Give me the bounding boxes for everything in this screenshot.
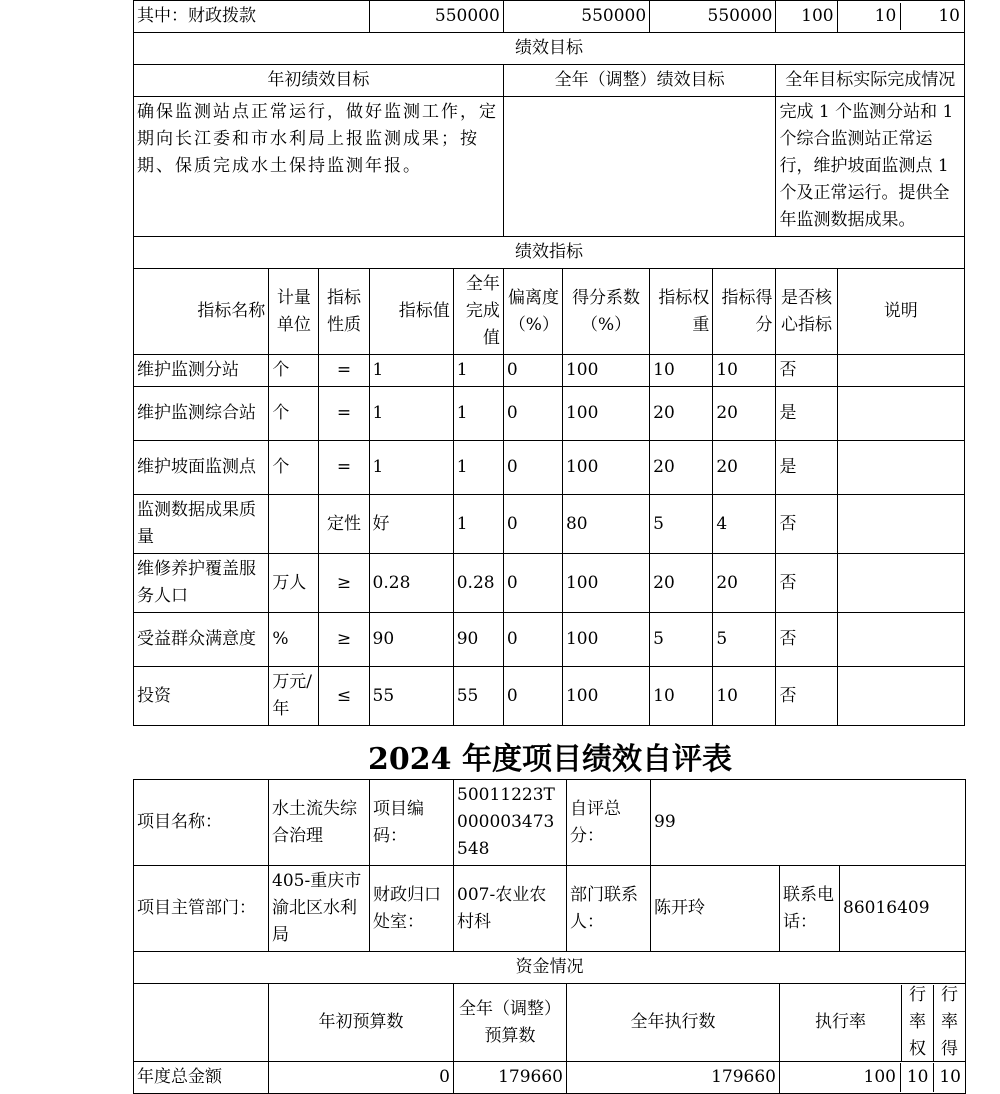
funding-weight-score — [837, 1, 964, 33]
ind-score: 20 — [713, 387, 776, 441]
ind-name: 维护监测分站 — [134, 355, 269, 387]
ind-unit — [269, 495, 319, 554]
ind-note — [837, 554, 964, 613]
dept-label: 项目主管部门： — [134, 866, 269, 952]
ind-coef: 100 — [562, 667, 649, 726]
self-eval-label: 自评总分： — [567, 780, 651, 866]
ind-name: 监测数据成果质量 — [134, 495, 269, 554]
performance-table-2 — [133, 779, 966, 1094]
ind-note — [837, 667, 964, 726]
fund-col-adjusted: 全年（调整）预算数 — [454, 984, 567, 1062]
col-score: 指标得分 — [713, 269, 776, 355]
ind-score: 10 — [713, 667, 776, 726]
total-score: 10 — [939, 1067, 961, 1087]
finance-office: 007-农业农村科 — [454, 866, 567, 952]
ind-deviation: 0 — [503, 554, 562, 613]
col-nature: 指标性质 — [319, 269, 369, 355]
ind-value: 90 — [369, 613, 453, 667]
perf-goal-header: 绩效目标 — [134, 33, 965, 65]
finance-office-label: 财政归口处室： — [370, 866, 454, 952]
ind-coef: 100 — [562, 554, 649, 613]
ind-core: 是 — [776, 441, 837, 495]
goal-col-initial: 年初绩效目标 — [134, 65, 504, 97]
ind-score: 5 — [713, 613, 776, 667]
ind-coef: 100 — [562, 387, 649, 441]
col-done: 全年完成值 — [453, 269, 503, 355]
ind-deviation: 0 — [503, 355, 562, 387]
ind-value: 1 — [369, 387, 453, 441]
ind-coef: 100 — [562, 355, 649, 387]
col-core: 是否核心指标 — [776, 269, 837, 355]
goal-col-adjusted: 全年（调整）绩效目标 — [503, 65, 776, 97]
project-code: 50011223T000003473548 — [454, 780, 567, 866]
ind-weight: 5 — [650, 613, 713, 667]
dept: 405-重庆市渝北区水利局 — [269, 866, 370, 952]
ind-name: 维护监测综合站 — [134, 387, 269, 441]
ind-nature: ≥ — [319, 554, 369, 613]
ind-core: 否 — [776, 613, 837, 667]
ind-done: 1 — [453, 355, 503, 387]
self-eval-score: 99 — [651, 780, 966, 866]
funding-weight: 10 — [838, 3, 902, 30]
ind-note — [837, 441, 964, 495]
ind-score: 4 — [713, 495, 776, 554]
fund-col-initial: 年初预算数 — [269, 984, 454, 1062]
fund-col-rate-score: 行率得 — [941, 985, 958, 1059]
ind-unit: % — [269, 613, 319, 667]
ind-nature: 定性 — [319, 495, 369, 554]
table-row — [134, 667, 965, 726]
table-row — [134, 613, 965, 667]
goal-col-actual: 全年目标实际完成情况 — [776, 65, 965, 97]
ind-value: 好 — [369, 495, 453, 554]
ind-core: 否 — [776, 554, 837, 613]
ind-name: 受益群众满意度 — [134, 613, 269, 667]
fund-col-headers — [134, 984, 966, 1062]
ind-note — [837, 387, 964, 441]
ind-nature: = — [319, 355, 369, 387]
funding-header: 资金情况 — [134, 952, 966, 984]
col-value: 指标值 — [369, 269, 453, 355]
table-row — [134, 441, 965, 495]
ind-weight: 5 — [650, 495, 713, 554]
ind-weight: 10 — [650, 355, 713, 387]
col-note: 说明 — [837, 269, 964, 355]
table-row — [134, 495, 965, 554]
project-name: 水土流失综合治理 — [269, 780, 370, 866]
ind-unit: 个 — [269, 355, 319, 387]
ind-weight: 20 — [650, 387, 713, 441]
ind-core: 否 — [776, 495, 837, 554]
ind-name: 维修养护覆盖服务人口 — [134, 554, 269, 613]
ind-value: 55 — [369, 667, 453, 726]
ind-deviation: 0 — [503, 613, 562, 667]
ind-weight: 20 — [650, 441, 713, 495]
col-name: 指标名称 — [134, 269, 269, 355]
ind-unit: 万元/年 — [269, 667, 319, 726]
ind-value: 0.28 — [369, 554, 453, 613]
ind-nature: = — [319, 387, 369, 441]
ind-done: 1 — [453, 387, 503, 441]
table-row — [134, 554, 965, 613]
col-unit: 计量单位 — [269, 269, 319, 355]
ind-unit: 万人 — [269, 554, 319, 613]
total-weight: 10 — [901, 1063, 934, 1092]
total-rate: 100 — [780, 1063, 901, 1092]
funding-row — [134, 1, 965, 33]
performance-table-1 — [133, 0, 965, 726]
ind-deviation: 0 — [503, 667, 562, 726]
ind-score: 20 — [713, 441, 776, 495]
ind-coef: 100 — [562, 441, 649, 495]
total-rate-group — [780, 1062, 966, 1094]
fund-col-rate-group — [780, 984, 966, 1062]
ind-score: 10 — [713, 355, 776, 387]
ind-weight: 20 — [650, 554, 713, 613]
ind-done: 90 — [453, 613, 503, 667]
funding-label: 其中：财政拨款 — [134, 1, 370, 33]
total-adjusted: 179660 — [454, 1062, 567, 1094]
total-executed: 179660 — [567, 1062, 780, 1094]
contact: 陈开玲 — [651, 866, 780, 952]
ind-nature: = — [319, 441, 369, 495]
page-title: 2024 年度项目绩效自评表 — [368, 742, 732, 777]
phone-label: 联系电话： — [780, 866, 840, 952]
funding-initial: 550000 — [369, 1, 503, 33]
ind-note — [837, 355, 964, 387]
table-row — [134, 387, 965, 441]
total-label: 年度总金额 — [134, 1062, 269, 1094]
indicator-header: 绩效指标 — [134, 237, 965, 269]
project-code-label: 项目编码： — [370, 780, 454, 866]
ind-core: 否 — [776, 667, 837, 726]
funding-rate: 100 — [776, 1, 837, 33]
funding-executed: 550000 — [650, 1, 776, 33]
col-deviation: 偏离度（%） — [503, 269, 562, 355]
ind-core: 否 — [776, 355, 837, 387]
table-row — [134, 355, 965, 387]
indicator-col-headers — [134, 269, 965, 355]
ind-weight: 10 — [650, 667, 713, 726]
ind-core: 是 — [776, 387, 837, 441]
ind-note — [837, 613, 964, 667]
ind-value: 1 — [369, 355, 453, 387]
fund-col-blank — [134, 984, 269, 1062]
goal-actual-text: 完成 1 个监测分站和 1 个综合监测站正常运行，维护坡面监测点 1 个及正常运行。提供全年监测数据成果。 — [776, 97, 965, 237]
total-initial: 0 — [269, 1062, 454, 1094]
col-coef: 得分系数（%） — [562, 269, 649, 355]
ind-deviation: 0 — [503, 495, 562, 554]
ind-name: 维护坡面监测点 — [134, 441, 269, 495]
ind-done: 0.28 — [453, 554, 503, 613]
fund-col-rate: 执行率 — [780, 985, 902, 1061]
ind-done: 1 — [453, 441, 503, 495]
funding-adjusted: 550000 — [503, 1, 649, 33]
goal-adjusted-text — [503, 97, 776, 237]
project-name-label: 项目名称： — [134, 780, 269, 866]
ind-deviation: 0 — [503, 387, 562, 441]
fund-col-rate-weight: 行率权 — [902, 985, 934, 1061]
ind-name: 投资 — [134, 667, 269, 726]
ind-done: 55 — [453, 667, 503, 726]
phone: 86016409 — [840, 866, 966, 952]
fund-col-executed: 全年执行数 — [567, 984, 780, 1062]
ind-value: 1 — [369, 441, 453, 495]
ind-coef: 100 — [562, 613, 649, 667]
goal-initial-text: 确保监测站点正常运行，做好监测工作，定期向长江委和市水利局上报监测成果；按期、保质完成水土保持监测年报。 — [134, 97, 504, 237]
ind-deviation: 0 — [503, 441, 562, 495]
ind-unit: 个 — [269, 441, 319, 495]
ind-score: 20 — [713, 554, 776, 613]
contact-label: 部门联系人： — [567, 866, 651, 952]
ind-note — [837, 495, 964, 554]
ind-coef: 80 — [562, 495, 649, 554]
ind-unit: 个 — [269, 387, 319, 441]
funding-score: 10 — [938, 6, 960, 26]
col-weight: 指标权重 — [650, 269, 713, 355]
ind-nature: ≥ — [319, 613, 369, 667]
ind-nature: ≤ — [319, 667, 369, 726]
ind-done: 1 — [453, 495, 503, 554]
total-row — [134, 1062, 966, 1094]
